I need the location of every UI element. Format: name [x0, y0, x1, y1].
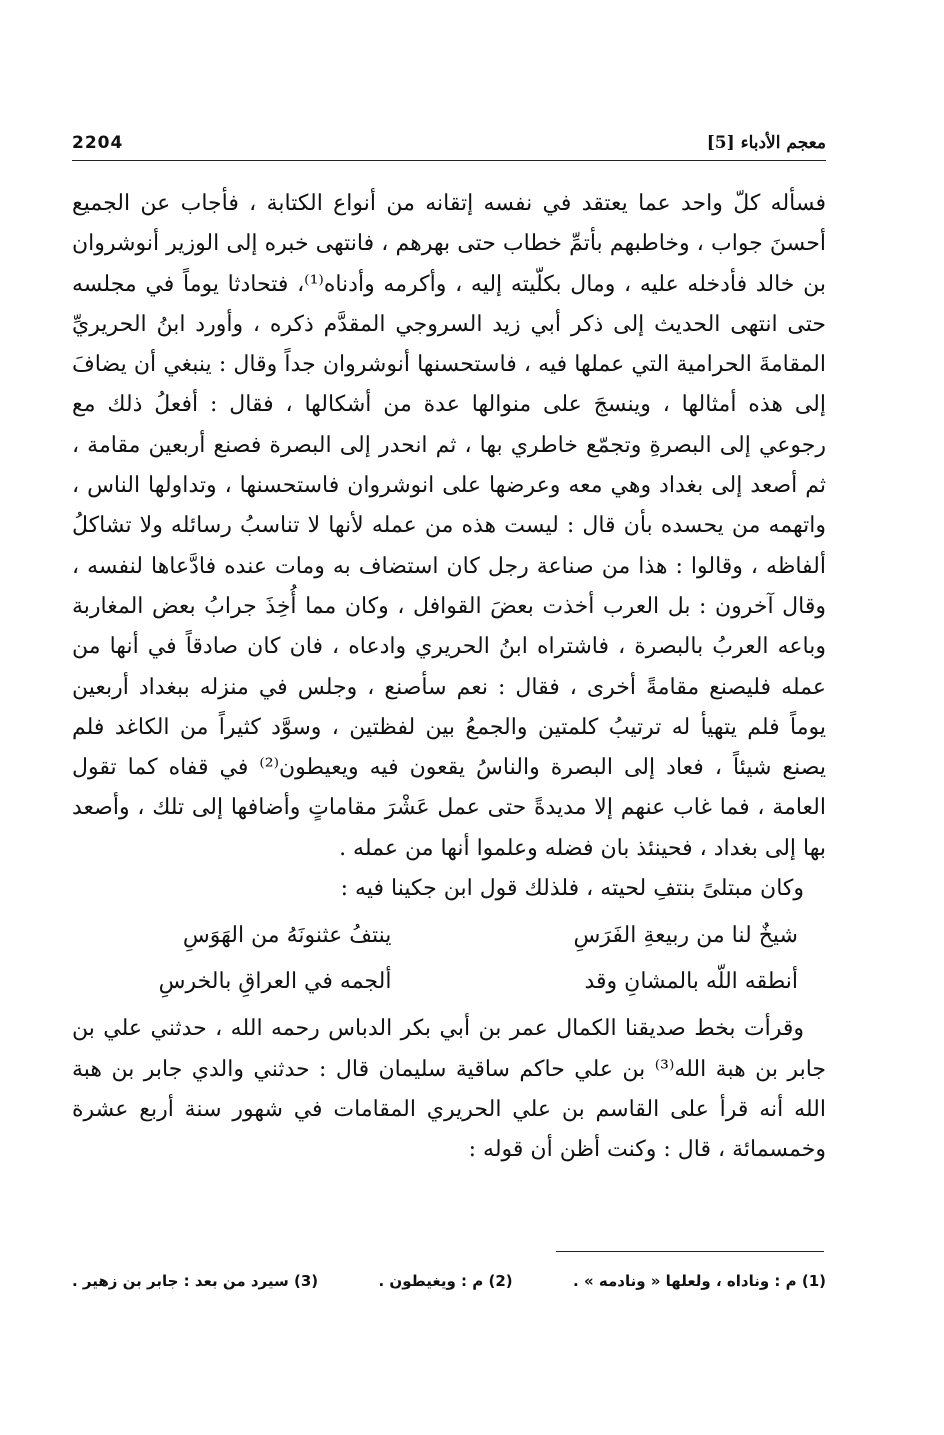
- poem: [72, 913, 826, 1005]
- hemistich-1b: ينتفُ عثنونَهُ من الهَوَسِ: [182, 923, 392, 949]
- footnote-3: (3) سيرد من بعد : جابر بن زهير .: [72, 1272, 319, 1290]
- hemistich-2b: ألجمه في العراقِ بالخرسِ: [158, 969, 392, 995]
- hemistich-2a: أنطقه اللّه بالمشانِ وقد: [584, 969, 798, 995]
- running-title: معجم الأدباء [5]: [706, 133, 826, 153]
- paragraph-2: وكان مبتلىً بنتفِ لحيته ، فلذلك قول ابن جكينا فيه :: [340, 876, 804, 902]
- body-text: [72, 184, 826, 1171]
- footnote-1: (1) م : وناداه ، ولعلها « ونادمه » .: [573, 1272, 826, 1290]
- hemistich-1a: شيخٌ لنا من ربيعةِ الفَرَسِ: [573, 923, 798, 949]
- verse-2: [72, 959, 826, 1005]
- footnotes: [72, 1272, 826, 1290]
- verse-1: [72, 913, 826, 959]
- footnote-2: (2) م : ويغيطون .: [378, 1272, 513, 1290]
- paragraph-1: فسأله كلّ واحد عما يعتقد في نفسه إتقانه من أنواع الكتابة ، فأجاب عن الجميع أحسنَ جواب ، وخاطبهم بأتمِّ خطاب حتى بهرهم ، فانتهى خبره إلى الوزير أنوشروان بن خالد فأدخله عليه ، ومال بكلّيته إليه ، وأكرمه وأدناه⁽¹⁾، فتحادثا يوماً في مجلسه حتى انتهى الحديث إلى ذكر أبي زيد السروجي المقدَّم ذكره ، وأورد ابنُ الحريريِّ المقامةَ الحرامية التي عملها فيه ، فاستحسنها أنوشروان جداً وقال : ينبغي أن يضافَ إلى هذه أمثالها ، وينسجَ على منوالها عدة من أشكالها ، فقال : أفعلُ ذلك مع رجوعي إلى البصرةِ وتجمّع خاطري بها ، ثم انحدر إلى البصرة فصنع أربعين مقامة ، ثم أصعد إلى بغداد وهي معه وعرضها على انوشروان فاستحسنها ، وتداولها الناس ، واتهمه من يحسده بأن قال : ليست هذه من عمله لأنها لا تناسبُ رسائله ولا تشاكلُ ألفاظه ، وقالوا : هذا من صناعة رجل كان استضاف به ومات عنده فادَّعاها لنفسه ، وقال آخرون : بل العرب أخذت بعضَ القوافل ، وكان مما أُخِذَ جرابُ بعض المغاربة وباعه العربُ بالبصرة ، فاشتراه ابنُ الحريري وادعاه ، فان كان صادقاً في أنها من عمله فليصنع مقامةً أخرى ، فقال : نعم سأصنع ، وجلس في منزله ببغداد أربعين يوماً فلم يتهيأ له ترتيبُ كلمتين والجمعُ بين لفظتين ، وسوَّد كثيراً من الكاغد فلم يصنع شيئاً ، فعاد إلى البصرة والناسُ يقعون فيه ويعيطون⁽²⁾ في قفاه كما تقول العامة ، فما غاب عنهم إلا مديدةً حتى عمل عَشْرَ مقاماتٍ وأضافها إلى تلك ، وأصعد بها إلى بغداد ، فحينئذ بان فضله وعلموا أنها من عمله .: [72, 191, 826, 861]
- paragraph-3: وقرأت بخط صديقنا الكمال عمر بن أبي بكر الدباس رحمه الله ، حدثني علي بن جابر بن هبة الله⁽³⁾ بن علي حاكم ساقية سليمان قال : حدثني والدي جابر بن هبة الله أنه قرأ على القاسم بن علي الحريري المقامات في شهور سنة أربع عشرة وخمسمائة ، قال : وكنت أظن أن قوله :: [72, 1016, 826, 1163]
- footnote-divider: [556, 1251, 824, 1252]
- page-header: [72, 126, 826, 161]
- page-number: 2204: [72, 133, 124, 153]
